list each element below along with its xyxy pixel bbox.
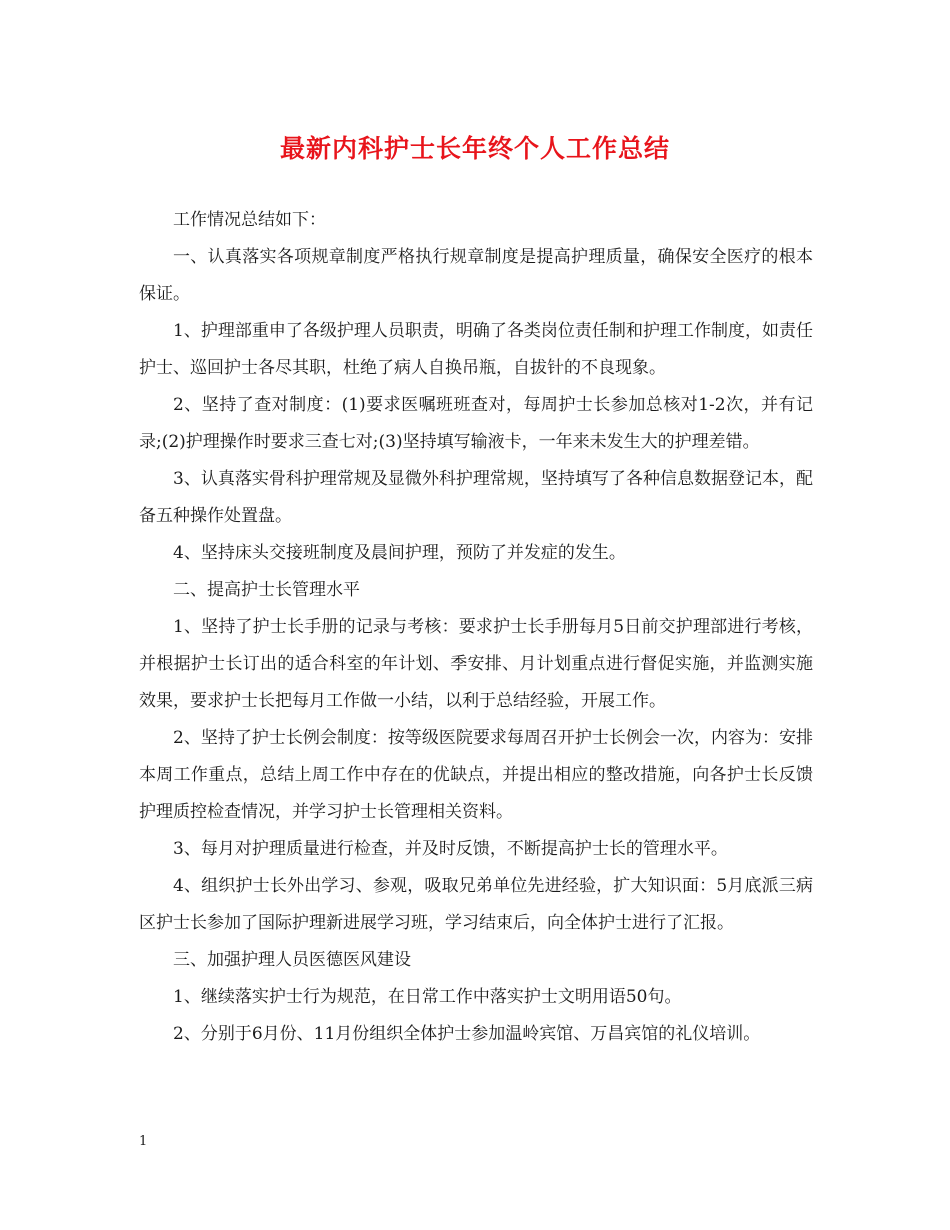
paragraph: 4、坚持床头交接班制度及晨间护理，预防了并发症的发生。 bbox=[173, 543, 626, 563]
paragraph: 3、认真落实骨科护理常规及显微外科护理常规，坚持填写了各种信息数据登记本，配备五种操作处置盘。 bbox=[139, 469, 813, 526]
section-heading: 二、提高护士长管理水平 bbox=[173, 580, 360, 600]
paragraph: 1、继续落实护士行为规范，在日常工作中落实护士文明用语50句。 bbox=[173, 987, 682, 1007]
paragraph: 工作情况总结如下： bbox=[173, 210, 326, 230]
section-heading: 三、加强护理人员医德医风建设 bbox=[173, 950, 411, 970]
document-title: 最新内科护士长年终个人工作总结 bbox=[279, 134, 670, 163]
paragraph: 2、分别于6月份、11月份组织全体护士参加温岭宾馆、万昌宾馆的礼仪培训。 bbox=[173, 1024, 761, 1044]
paragraph: 一、认真落实各项规章制度严格执行规章制度是提高护理质量，确保安全医疗的根本保证。 bbox=[139, 247, 813, 304]
paragraph: 1、护理部重申了各级护理人员职责，明确了各类岗位责任制和护理工作制度，如责任护士、巡回护士各尽其职，杜绝了病人自换吊瓶，自拔针的不良现象。 bbox=[139, 321, 813, 378]
paragraph: 2、坚持了查对制度：(1)要求医嘱班班查对，每周护士长参加总核对1-2次，并有记录;(2)护理操作时要求三查七对;(3)坚持填写输液卡，一年来未发生大的护理差错。 bbox=[139, 395, 813, 452]
page-number: 1 bbox=[139, 1134, 148, 1149]
document-body bbox=[139, 202, 813, 1053]
paragraph: 2、坚持了护士长例会制度：按等级医院要求每周召开护士长例会一次，内容为：安排本周工作重点，总结上周工作中存在的优缺点，并提出相应的整改措施，向各护士长反馈护理质控检查情况，并学习护士长管理相关资料。 bbox=[139, 728, 813, 822]
paragraph: 1、坚持了护士长手册的记录与考核：要求护士长手册每月5日前交护理部进行考核，并根据护士长订出的适合科室的年计划、季安排、月计划重点进行督促实施，并监测实施效果，要求护士长把每月工作做一小结，以利于总结经验，开展工作。 bbox=[139, 617, 813, 711]
paragraph: 4、组织护士长外出学习、参观，吸取兄弟单位先进经验，扩大知识面：5月底派三病区护士长参加了国际护理新进展学习班，学习结束后，向全体护士进行了汇报。 bbox=[139, 876, 813, 933]
paragraph: 3、每月对护理质量进行检查，并及时反馈，不断提高护士长的管理水平。 bbox=[173, 839, 728, 859]
